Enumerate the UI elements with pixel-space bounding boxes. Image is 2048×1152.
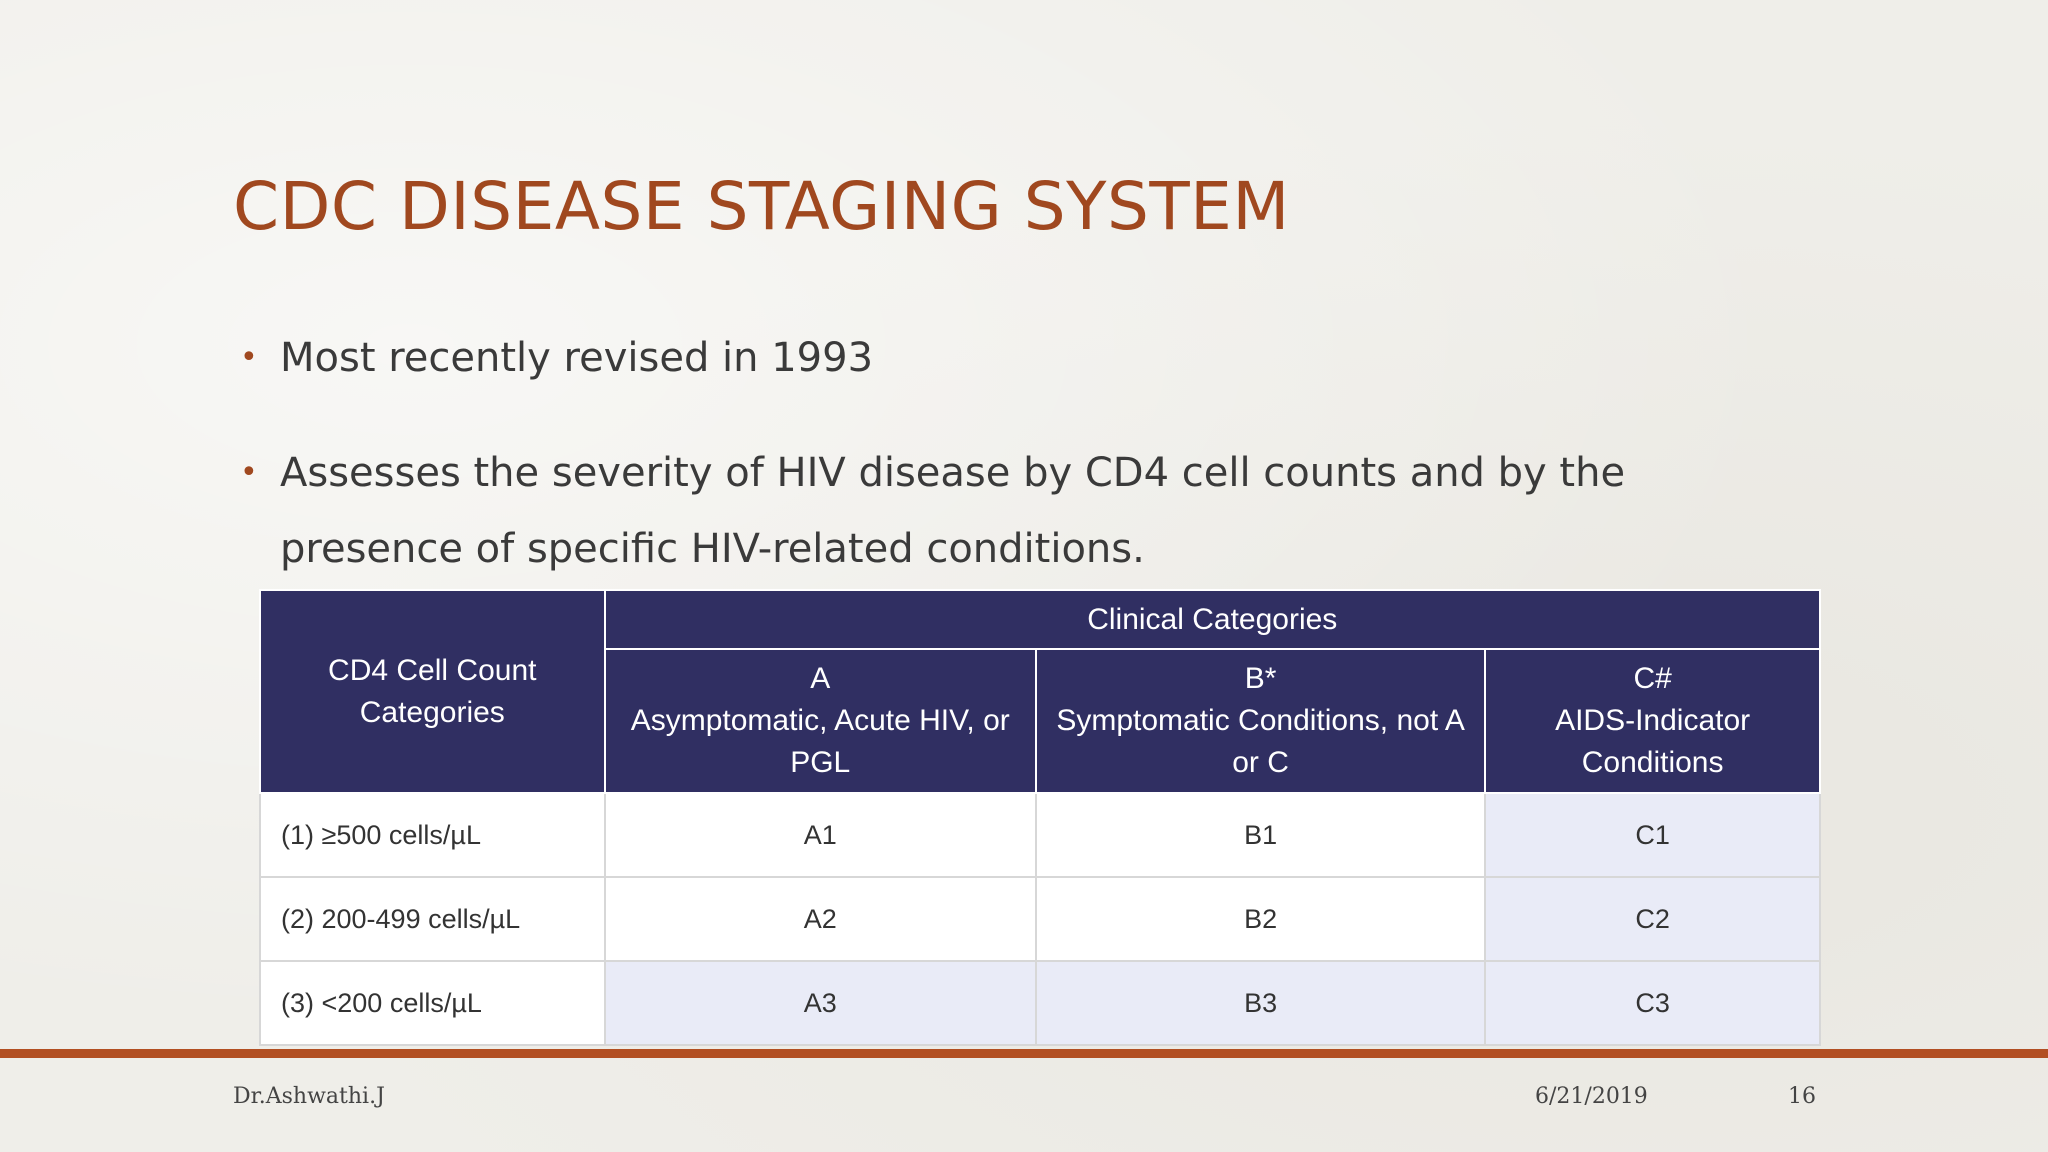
bullet-text: Assesses the severity of HIV disease by CD4 cell counts and by the presence of specific HIV-related conditions.	[280, 450, 1626, 572]
slide-title: CDC DISEASE STAGING SYSTEM	[233, 168, 1290, 245]
table-header-row	[260, 590, 1820, 649]
table-cell: C1	[1485, 793, 1820, 877]
table-cell: B1	[1036, 793, 1485, 877]
staging-table	[259, 589, 1821, 1046]
table-row	[260, 793, 1820, 877]
bullet-marker: •	[240, 455, 258, 490]
column-label: AIDS-Indicator Conditions	[1555, 704, 1751, 779]
table-cell: A3	[605, 961, 1036, 1045]
column-header-b	[1036, 649, 1485, 793]
column-code: C#	[1633, 662, 1672, 695]
table-cell: A2	[605, 877, 1036, 961]
row-label: (1) ≥500 cells/µL	[260, 793, 605, 877]
clinical-categories-header: Clinical Categories	[605, 590, 1820, 649]
footer-author: Dr.Ashwathi.J	[233, 1084, 385, 1109]
column-code: B*	[1244, 662, 1277, 695]
table-cell: B3	[1036, 961, 1485, 1045]
column-label: Asymptomatic, Acute HIV, or PGL	[630, 704, 1010, 779]
table-row	[260, 961, 1820, 1045]
column-label: Symptomatic Conditions, not A or C	[1056, 704, 1465, 779]
table-cell: C3	[1485, 961, 1820, 1045]
table-cell: B2	[1036, 877, 1485, 961]
cd4-category-header: CD4 Cell Count Categories	[260, 590, 605, 793]
column-header-c	[1485, 649, 1820, 793]
row-label: (2) 200-499 cells/µL	[260, 877, 605, 961]
row-label: (3) <200 cells/µL	[260, 961, 605, 1045]
bullet-text: Most recently revised in 1993	[280, 335, 874, 381]
footer-date: 6/21/2019	[1535, 1084, 1648, 1109]
table-row	[260, 877, 1820, 961]
column-header-a	[605, 649, 1036, 793]
table-cell: C2	[1485, 877, 1820, 961]
footer-divider	[0, 1049, 2048, 1058]
table-cell: A1	[605, 793, 1036, 877]
column-code: A	[810, 662, 831, 695]
page-number: 16	[1788, 1084, 1816, 1109]
bullet-marker: •	[240, 340, 258, 375]
